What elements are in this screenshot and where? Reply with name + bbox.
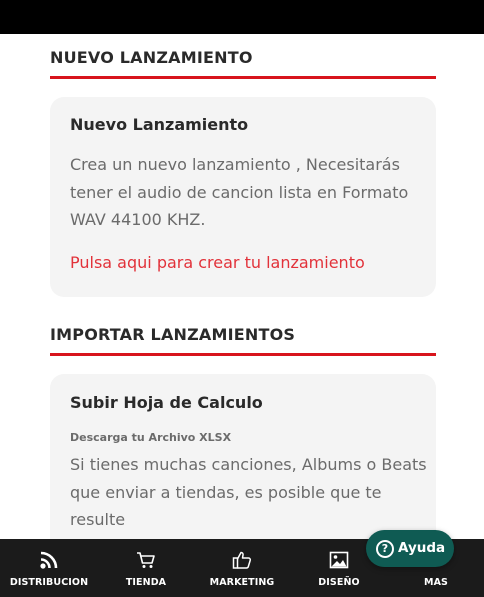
section-title-importar-lanzamientos: IMPORTAR LANZAMIENTOS bbox=[50, 325, 296, 344]
nav-label: MAS bbox=[424, 577, 448, 588]
help-button[interactable] bbox=[366, 530, 454, 567]
download-xlsx-label[interactable]: Descarga tu Archivo XLSX bbox=[70, 431, 232, 444]
card-nuevo-lanzamiento bbox=[50, 97, 436, 297]
create-release-link[interactable]: Pulsa aqui para crear tu lanzamiento bbox=[70, 253, 365, 272]
thumbs-up-icon bbox=[232, 550, 252, 570]
nav-item-marketing[interactable] bbox=[194, 539, 290, 597]
card-description bbox=[70, 151, 420, 234]
card-title: Subir Hoja de Calculo bbox=[70, 393, 263, 412]
card-description-line: Si tienes muchas canciones, Albums o Beats bbox=[70, 455, 427, 474]
section-title-nuevo-lanzamiento: NUEVO LANZAMIENTO bbox=[50, 48, 253, 67]
nav-label: DISTRIBUCION bbox=[9, 577, 89, 588]
image-icon bbox=[329, 550, 349, 570]
card-description-line: tener el audio de cancion lista en Formato bbox=[70, 182, 409, 202]
section-divider bbox=[50, 353, 436, 356]
cart-icon bbox=[136, 550, 156, 570]
question-icon: ? bbox=[376, 540, 394, 558]
card-description-line: que enviar a tiendas, es posible que te resulte bbox=[70, 482, 382, 529]
nav-label: DISEÑO bbox=[318, 577, 360, 588]
help-button-label: Ayuda bbox=[398, 540, 446, 556]
card-title: Nuevo Lanzamiento bbox=[70, 115, 249, 134]
rss-icon bbox=[39, 550, 59, 570]
card-description-line: Crea un nuevo lanzamiento , Necesitarás bbox=[70, 155, 400, 174]
main-content bbox=[0, 34, 484, 539]
top-bar bbox=[0, 0, 484, 34]
nav-item-tienda[interactable] bbox=[98, 539, 194, 597]
card-description-line: WAV 44100 KHZ. bbox=[70, 210, 206, 229]
nav-label: MARKETING bbox=[209, 577, 275, 588]
nav-label: TIENDA bbox=[125, 577, 167, 588]
section-divider bbox=[50, 76, 436, 79]
nav-item-distribucion[interactable] bbox=[0, 539, 98, 597]
